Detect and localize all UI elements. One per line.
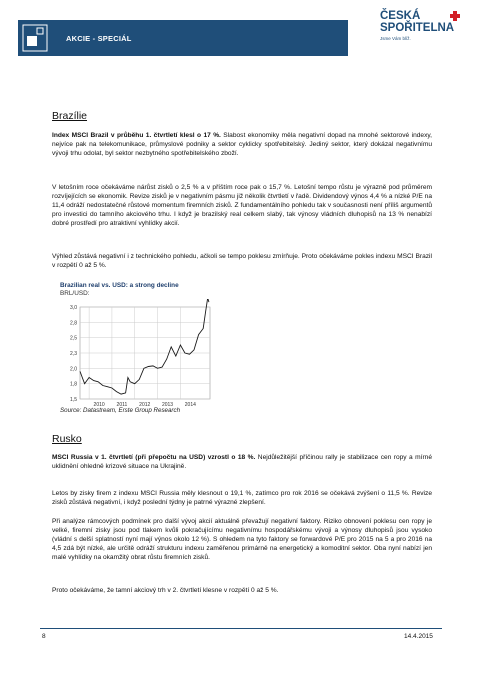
russia-paragraph-2: Letos by zisky firem z indexu MSCI Russia měly klesnout o 19,1 %, zatímco pro rok 2016 se očekává zvýšení o 11,5 %. Revize zisků zůstává negativní, i když poslední týdny je patrné výrazné zlepšení. [52,490,432,506]
bank-mark-icon [450,11,460,21]
chart-title: Brazilian real vs. USD: a strong decline [60,282,179,289]
chart-plot [60,299,230,407]
y-tick-label: 3,0 [70,305,77,311]
y-tick-label: 2,5 [70,335,77,342]
chart-unit-label: BRL/USD: [60,290,90,297]
x-tick-label: 2014 [184,402,196,407]
section-header-label: AKCIE - SPECIÁL [66,34,132,43]
bank-logo [380,10,475,46]
russia-heading: Rusko [52,433,82,445]
y-tick-label: 1,5 [70,397,77,403]
footer-date: 14.4.2015 [404,633,433,640]
brazil-paragraph-1: Index MSCI Brazil v průběhu 1. čtvrtletí klesl o 17 %. Slabost ekonomiky měla negativní dopad na mnohé sektorové indexy, nejvíce pak na telekomunikace, průmyslové podniky a sektor cyklicky spotřebitelský. Jediný sektor, který dokázal negativnímu vývoji trhu odolat, byl sektor nezbytného spotřebitelského zboží. [52,132,433,157]
russia-paragraph-3: Při analýze rámcových podmínek pro další vývoj akcií aktuálně převažují negativní faktory. Riziko obnovení poklesu cen ropy je velké, firemní zisky jsou pod tlakem kvůli pokračujícímu negativnímu hospodářskému vývoji a výnosy dluhopisů jsou vysoko (vládní s delší splatností nyní mají výnos okolo 12 %). S ohledem na tyto faktory se forwardové P/E pro 2015 na 5 a pro 2016 na 4,5 zdá být nízké, ale určitě odráží strukturu indexu zaměřenou primárně na energetický a komoditní sektor. Oba nyní nabízí jen malé vyhlídky na okamžitý obrat růstu firemních zisků. [52,518,432,561]
x-tick-label: 2013 [161,402,174,407]
brazil-paragraph-2: V letošním roce očekáváme nárůst zisků o 2,5 % a v příštím roce pak o 15,7 %. Letošní tempo růstu je výrazně pod průměrem rozvíjejících se ekonomik. Revize zisků je v negativním pásmu již několik čtvrtletí v řadě. Dividendový výnos 4,4 % a nízké P/E na 11,4 odráží nedostatečné růstové momentum firemních zisků. Z fundamentálního pohledu tak v současnosti není příliš argumentů pro investici do tamního akciového trhu. I když je brazilský real celkem slabý, tak výnosy vládních dluhopisů na 13 % nenabízí dobré prostředí pro atraktivní vyhlídky akcií. [52,184,432,227]
x-tick-label: 2011 [116,402,128,407]
bank-name: ČESKÁ SPOŘITELNA [380,10,455,34]
chart-source: Source: Datastream, Erste Group Research [60,407,181,414]
bank-tagline: Jsme Vám blíž. [380,36,411,41]
brazil-paragraph-3: Výhled zůstává negativní i z technického pohledu, ačkoli se tempo poklesu zmírňuje. Proto očekáváme pokles indexu MSCI Brazil v rozpětí 0 až 5 %. [52,253,432,269]
russia-paragraph-1: MSCI Russia v 1. čtvrtletí (při přepočtu na USD) vzrostl o 18 %. Nejdůležitější příčinou rally je stabilizace cen ropy a mírné uklidnění ohledně krizové situace na Ukrajině. [52,454,432,470]
brl-usd-chart [60,282,230,417]
x-tick-label: 2012 [139,402,151,407]
footer-divider [40,628,442,629]
russia-paragraph-4: Proto očekáváme, že tamní akciový trh v 2. čtvrtletí klesne v rozpětí 0 až 5 %. [52,587,279,594]
y-tick-label: 2,3 [70,351,77,357]
logo-icon [22,24,48,52]
header-bar [18,20,348,56]
y-tick-label: 2,0 [70,366,77,373]
page-number: 8 [42,633,46,640]
y-tick-label: 2,8 [70,320,77,327]
x-tick-label: 2010 [93,402,105,407]
brazil-heading: Brazílie [52,110,88,122]
y-tick-label: 1,8 [70,381,77,388]
